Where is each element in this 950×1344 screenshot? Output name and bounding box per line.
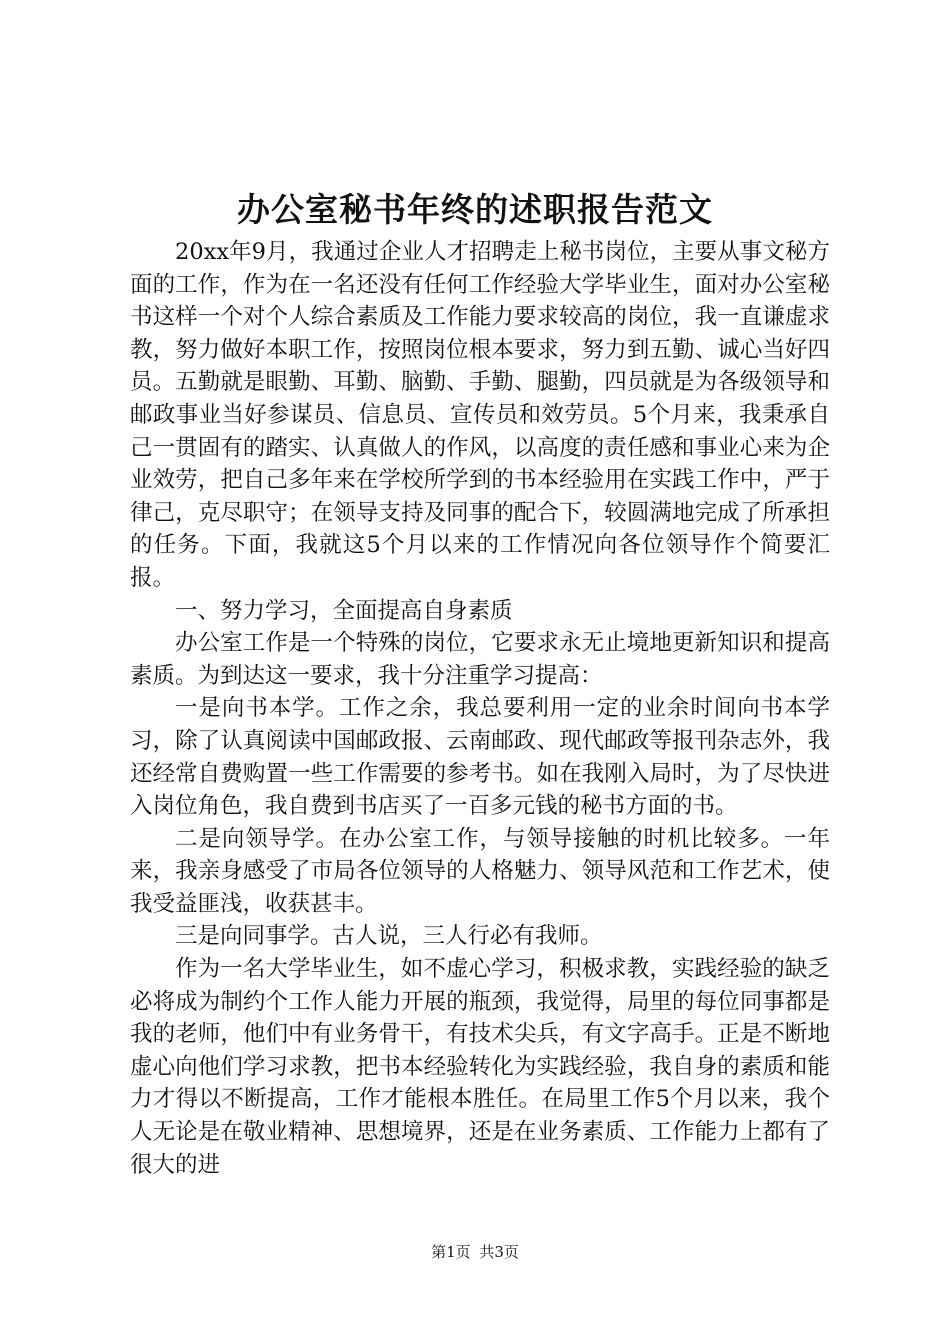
paragraph: 作为一名大学毕业生，如不虚心学习，积极求教，实践经验的缺乏必将成为制约个工作人能力开展的瓶颈，我觉得，局里的每位同事都是我的老师，他们中有业务骨干，有技术尖兵，有文字高手。正是不断地虚心向他们学习求教，把书本经验转化为实践经验，我自身的素质和能力才得以不断提高，工作才能根本胜任。在局里工作5个月以来，我个人无论是在敬业精神、思想境界，还是在业务素质、工作能力上都有了很大的进 xyxy=(130,956,830,1178)
page-number: 第1页 xyxy=(431,1243,471,1261)
paragraph: 一是向书本学。工作之余，我总要利用一定的业余时间向书本学习，除了认真阅读中国邮政报、云南邮政、现代邮政等报刊杂志外，我还经常自费购置一些工作需要的参考书。如在我刚入局时，为了尽快进入岗位角色，我自费到书店买了一百多元钱的秘书方面的书。 xyxy=(130,695,830,820)
page-footer xyxy=(0,1242,950,1262)
paragraph-intro: 20xx年9月，我通过企业人才招聘走上秘书岗位，主要从事文秘方面的工作，作为在一名还没有任何工作经验大学毕业生，面对办公室秘书这样一个对个人综合素质及工作能力要求较高的岗位，我一直谦虚求教，努力做好本职工作，按照岗位根本要求，努力到五勤、诚心当好四员。五勤就是眼勤、耳勤、脑勤、手勤、腿勤，四员就是为各级领导和邮政事业当好参谋员、信息员、宣传员和效劳员。5个月来，我秉承自己一贯固有的踏实、认真做人的作风，以高度的责任感和事业心来为企业效劳，把自己多年来在学校所学到的书本经验用在实践工作中，严于律己，克尽职守；在领导支持及同事的配合下，较圆满地完成了所承担的任务。下面，我就这5个月以来的工作情况向各位领导作个简要汇报。 xyxy=(130,239,830,591)
section-heading-1: 一、努力学习，全面提高自身素质 xyxy=(175,597,513,624)
paragraph: 三是向同事学。古人说，三人行必有我师。 xyxy=(175,923,603,950)
paragraph: 二是向领导学。在办公室工作，与领导接触的时机比较多。一年来，我亲身感受了市局各位领导的人格魅力、领导风范和工作艺术，使我受益匪浅，收获甚丰。 xyxy=(130,825,830,917)
document-title: 办公室秘书年终的述职报告范文 xyxy=(237,190,713,229)
page-total: 共3页 xyxy=(479,1243,519,1261)
document-body xyxy=(130,236,830,1181)
paragraph: 办公室工作是一个特殊的岗位，它要求永无止境地更新知识和提高素质。为到达这一要求，我十分注重学习提高： xyxy=(130,630,830,689)
